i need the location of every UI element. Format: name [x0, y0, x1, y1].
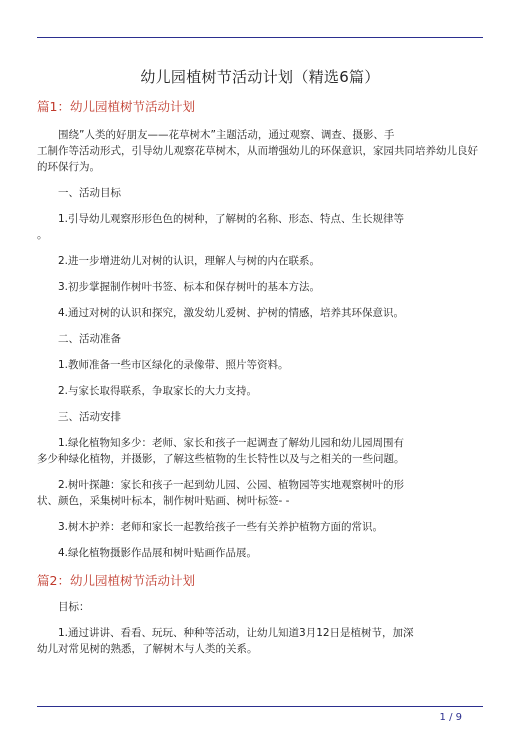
- intro-line-2: 工制作等活动形式，引导幼儿观察花草树木，从而增强幼儿的环保意识，家园共同培养幼儿良好: [37, 145, 478, 157]
- intro-line-3: 的环保行为。: [37, 161, 100, 173]
- section-heading-2: 篇2：幼儿园植树节活动计划: [37, 573, 195, 588]
- section-2-item-1-line-2: 幼儿对常见树的熟悉，了解树木与人类的关系。: [37, 643, 258, 655]
- plan-2-line-2: 状、颜色，采集树叶标本，制作树叶贴画、树叶标签- -: [37, 495, 290, 507]
- goal-4: 4.通过对树的认识和探究，激发幼儿爱树、护树的情感，培养其环保意识。: [58, 307, 405, 319]
- document-title: 幼儿园植树节活动计划（精选6篇）: [140, 68, 380, 86]
- plan-1-line-1: 1.绿化植物知多少：老师、家长和孩子一起调查了解幼儿园和幼儿园周围有: [58, 437, 405, 449]
- plan-heading: 三、活动安排: [58, 411, 121, 423]
- section-2-goal-label: 目标：: [58, 601, 90, 613]
- goal-1-line-2: 。: [37, 229, 48, 241]
- goals-heading: 一、活动目标: [58, 187, 121, 199]
- bottom-rule: [37, 706, 483, 707]
- top-rule: [37, 37, 483, 38]
- plan-4: 4.绿化植物摄影作品展和树叶贴画作品展。: [58, 547, 258, 559]
- goal-3: 3.初步掌握制作树叶书签、标本和保存树叶的基本方法。: [58, 281, 321, 293]
- plan-2-line-1: 2.树叶探趣：家长和孩子一起到幼儿园、公园、植物园等实地观察树叶的形: [58, 479, 405, 491]
- goal-2: 2.进一步增进幼儿对树的认识，理解人与树的内在联系。: [58, 255, 321, 267]
- intro-line-1: 围绕”人类的好朋友——花草树木”主题活动，通过观察、调查、摄影、手: [58, 129, 395, 141]
- prep-1: 1.教师准备一些市区绿化的录像带、照片等资料。: [58, 359, 289, 371]
- goal-1-line-1: 1.引导幼儿观察形形色色的树种，了解树的名称、形态、特点、生长规律等: [58, 213, 405, 225]
- prep-2: 2.与家长取得联系，争取家长的大力支持。: [58, 385, 258, 397]
- prep-heading: 二、活动准备: [58, 333, 121, 345]
- section-2-item-1-line-1: 1.通过讲讲、看看、玩玩、种种等活动，让幼儿知道3月12日是植树节，加深: [58, 627, 414, 639]
- page-number: 1 / 9: [439, 712, 462, 723]
- section-heading-1: 篇1：幼儿园植树节活动计划: [37, 99, 195, 114]
- plan-3: 3.树木护养：老师和家长一起教给孩子一些有关养护植物方面的常识。: [58, 521, 384, 533]
- plan-1-line-2: 多少种绿化植物，并摄影，了解这些植物的生长特性以及与之相关的一些问题。: [37, 453, 405, 465]
